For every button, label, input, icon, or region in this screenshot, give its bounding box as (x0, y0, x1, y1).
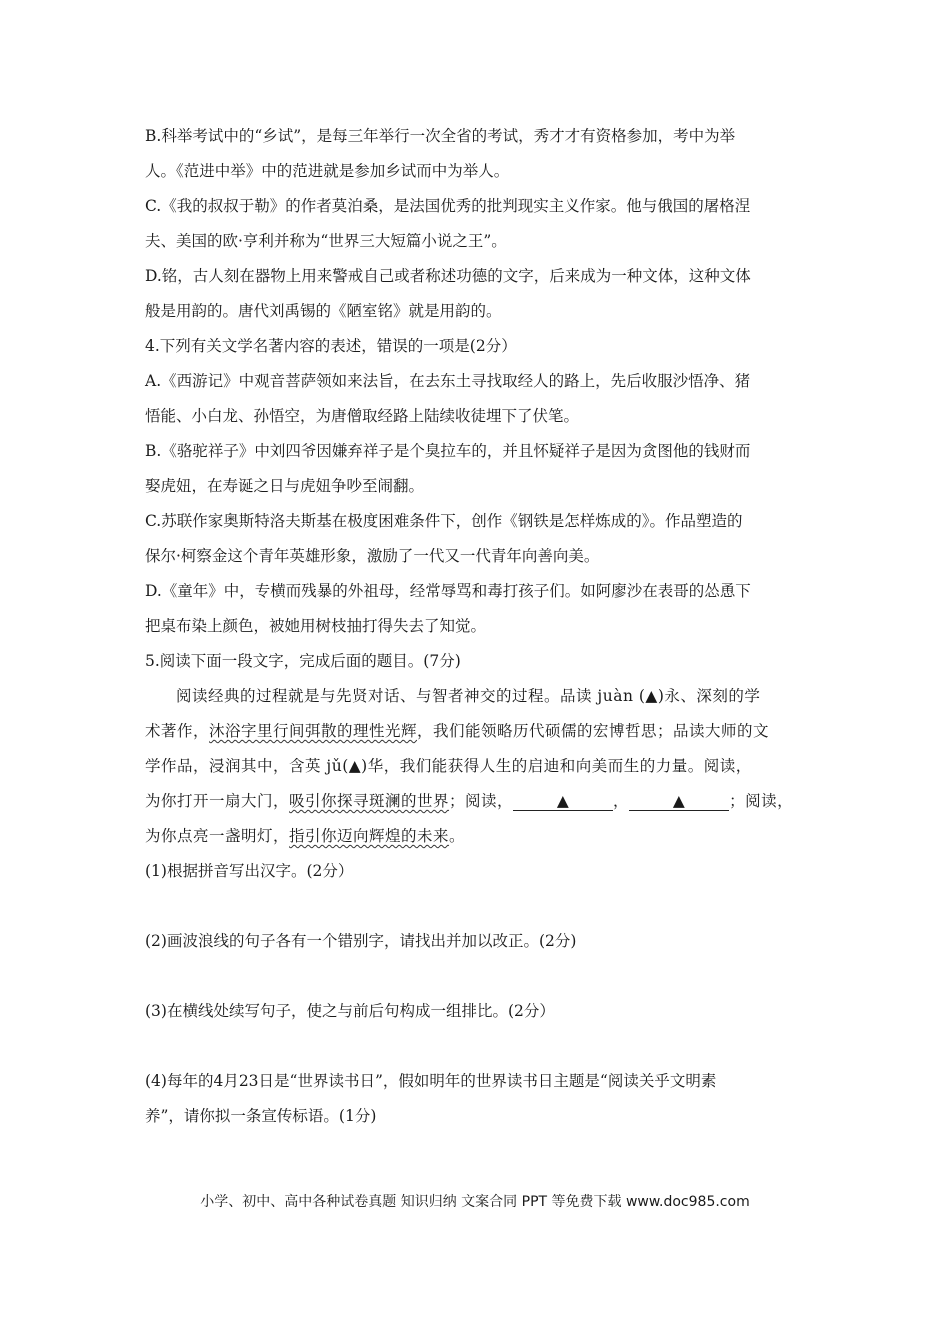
sub-question-4-line-1: (4)每年的4月23日是“世界读书日”，假如明年的世界读书日主题是“阅读关乎文明素 (145, 1072, 717, 1090)
q4-option-d-line-2: 把桌布染上颜色，被她用树枝抽打得失去了知觉。 (145, 617, 487, 635)
option-c-line-1: C.《我的叔叔于勒》的作者莫泊桑，是法国优秀的批判现实主义作家。他与俄国的屠格涅 (145, 197, 751, 215)
q4-option-a-line-2: 悟能、小白龙、孙悟空，为唐僧取经路上陆续收徒埋下了伏笔。 (145, 407, 580, 425)
triangle-marker: ▲ (556, 792, 570, 810)
option-d-line-2: 般是用韵的。唐代刘禹锡的《陋室铭》就是用韵的。 (145, 302, 502, 320)
sub-question-2: (2)画波浪线的句子各有一个错别字，请找出并加以改正。(2分) (145, 932, 577, 950)
question-5-stem: 5.阅读下面一段文字，完成后面的题目。(7分) (145, 652, 461, 670)
passage-text: 术著作， (145, 722, 210, 740)
passage-text: 。 (449, 827, 466, 845)
q4-option-b-line-1: B.《骆驼祥子》中刘四爷因嫌弃祥子是个臭拉车的，并且怀疑祥子是因为贪图他的钱财而 (145, 442, 751, 460)
q4-option-c-line-1: C.苏联作家奥斯特洛夫斯基在极度困难条件下，创作《钢铁是怎样炼成的》。作品塑造的 (145, 512, 743, 530)
passage-text: ；阅读， (449, 792, 514, 810)
page-footer: 小学、初中、高中各种试卷真题 知识归纳 文案合同 PPT 等免费下载 www.doc985.com (200, 1194, 750, 1210)
passage-text: ，我们能领略历代硕儒的宏博哲思；品读大师的文 (417, 722, 770, 740)
wavy-sentence-3: 指引你迈向辉煌的未来 (289, 827, 450, 845)
passage-line-3: 学作品，浸润其中，含英 jǔ(▲)华，我们能获得人生的启迪和向美而生的力量。阅读， (145, 757, 752, 775)
passage-text: ；阅读， (729, 792, 794, 810)
passage-text: 为你点亮一盏明灯， (145, 827, 290, 845)
option-c-line-2: 夫、美国的欧·亨利并称为“世界三大短篇小说之王”。 (145, 232, 507, 250)
sub-question-1: (1)根据拼音写出汉字。(2分） (145, 862, 354, 880)
passage-line-5 (145, 826, 465, 846)
fill-blank-1[interactable] (513, 792, 613, 811)
sub-question-4-line-2: 养”，请你拟一条宣传标语。(1分) (145, 1107, 377, 1125)
option-d-line-1: D.铭，古人刻在器物上用来警戒自己或者称述功德的文字，后来成为一种文体，这种文体 (145, 267, 751, 285)
fill-blank-2[interactable] (629, 792, 729, 811)
passage-text: 为你打开一扇大门， (145, 792, 290, 810)
question-4-stem: 4.下列有关文学名著内容的表述，错误的一项是(2分） (145, 337, 517, 355)
wavy-sentence-1: 沐浴字里行间弭散的理性光辉 (209, 722, 418, 740)
q4-option-a-line-1: A.《西游记》中观音菩萨领如来法旨，在去东土寻找取经人的路上，先后收服沙悟净、猪 (145, 372, 751, 390)
q4-option-b-line-2: 娶虎妞，在寿诞之日与虎妞争吵至闹翻。 (145, 477, 425, 495)
passage-line-2 (145, 721, 769, 741)
q4-option-c-line-2: 保尔·柯察金这个青年英雄形象，激励了一代又一代青年向善向美。 (145, 547, 600, 565)
option-b-line-1: B.科举考试中的“乡试”，是每三年举行一次全省的考试，秀才才有资格参加，考中为举 (145, 127, 736, 145)
passage-text: ， (613, 792, 630, 810)
passage-line-4 (145, 791, 793, 811)
triangle-marker: ▲ (672, 792, 686, 810)
sub-question-3: (3)在横线处续写句子，使之与前后句构成一组排比。(2分） (145, 1002, 555, 1020)
passage-line-1: 阅读经典的过程就是与先贤对话、与智者神交的过程。品读 juàn (▲)永、深刻的学 (176, 687, 761, 705)
option-b-line-2: 人。《范进中举》中的范进就是参加乡试而中为举人。 (145, 162, 510, 180)
q4-option-d-line-1: D.《童年》中，专横而残暴的外祖母，经常辱骂和毒打孩子们。如阿廖沙在表哥的怂恿下 (145, 582, 751, 600)
wavy-sentence-2: 吸引你探寻斑澜的世界 (289, 792, 450, 810)
